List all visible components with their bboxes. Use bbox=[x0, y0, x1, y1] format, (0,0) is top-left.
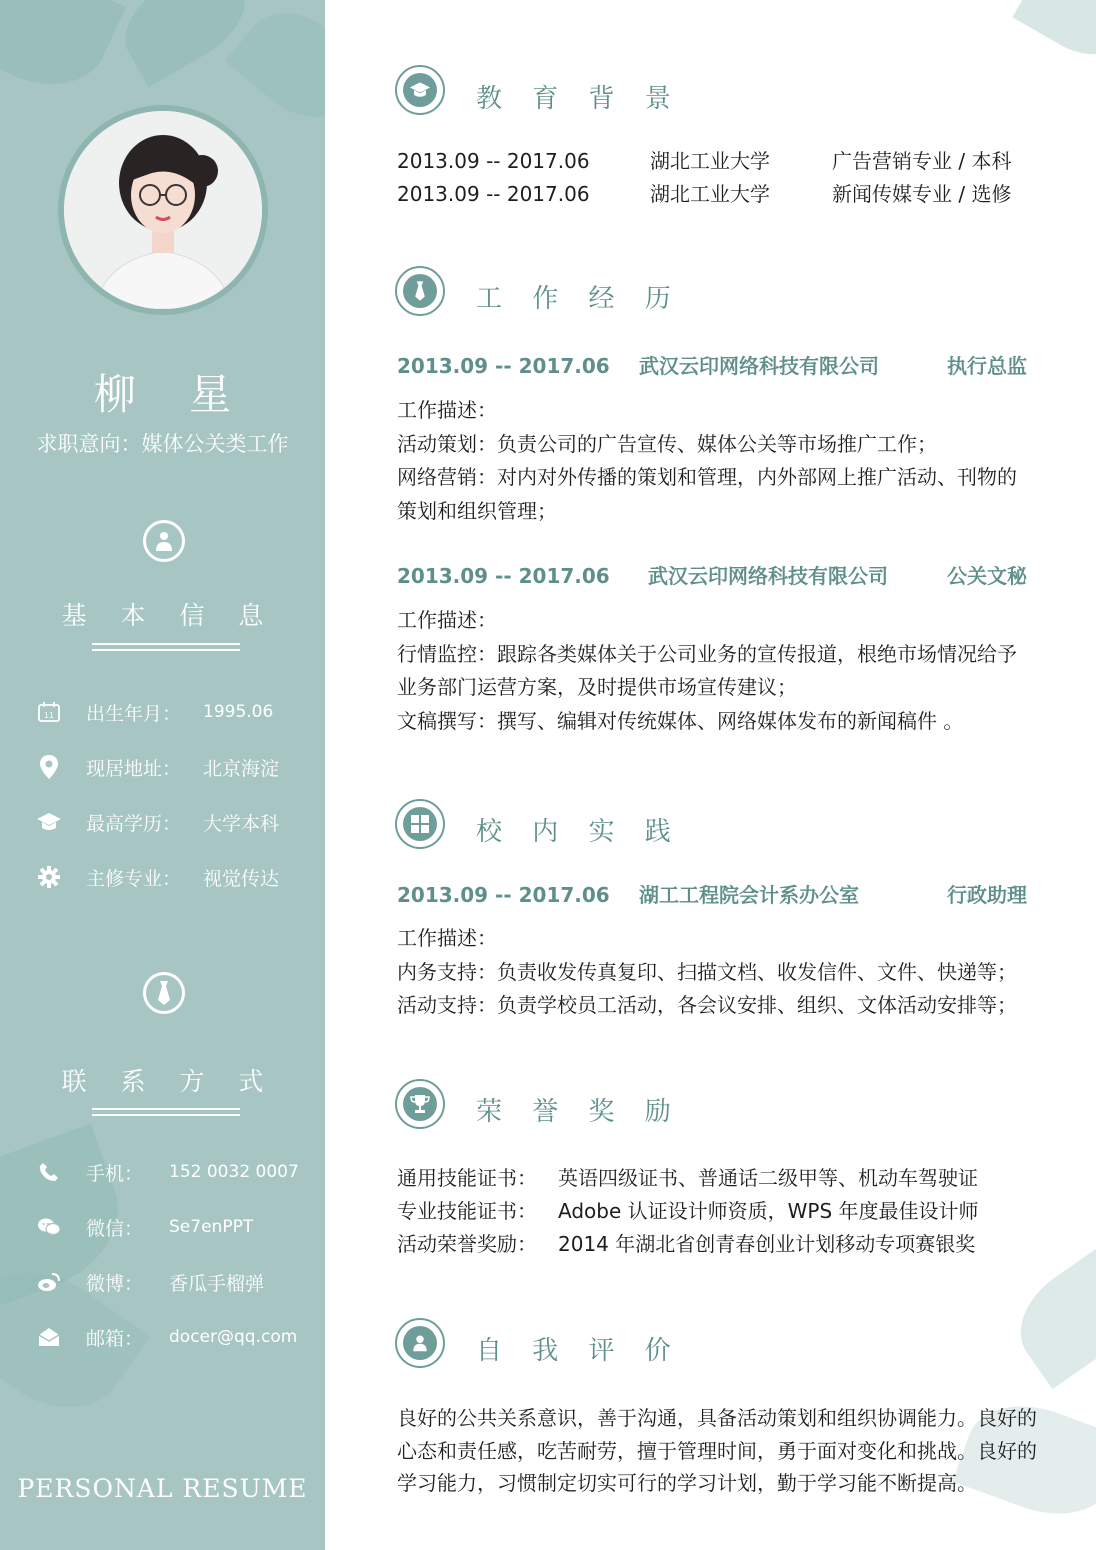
job-header bbox=[397, 562, 1027, 590]
job-description bbox=[397, 394, 1037, 528]
job-period: 2013.09 -- 2017.06 bbox=[397, 354, 610, 378]
self-eval-text bbox=[397, 1402, 1037, 1500]
desc-line: 网络营销：对内对外传播的策划和管理，内外部网上推广活动、刊物的 bbox=[397, 465, 1017, 489]
campus-org: 湖工工程院会计系办公室 bbox=[639, 883, 859, 907]
calendar-icon bbox=[36, 699, 62, 725]
info-label: 出生年月： bbox=[86, 702, 182, 725]
candidate-name: 柳 星 bbox=[93, 370, 252, 419]
campus-position: 行政助理 bbox=[947, 883, 1027, 907]
basic-info-heading: 基 本 信 息 bbox=[61, 601, 277, 630]
contact-row-phone bbox=[36, 1157, 299, 1187]
gear-icon bbox=[36, 864, 62, 890]
honor-label: 专业技能证书： bbox=[397, 1199, 537, 1223]
contact-heading: 联 系 方 式 bbox=[61, 1067, 277, 1096]
contact-label: 手机： bbox=[86, 1162, 144, 1185]
contact-label: 微博： bbox=[86, 1272, 144, 1295]
job-company: 武汉云印网络科技有限公司 bbox=[648, 564, 888, 588]
edu-major: 新闻传媒专业 / 选修 bbox=[832, 182, 1012, 206]
info-row-education bbox=[36, 807, 279, 837]
contact-value: 152 0032 0007 bbox=[169, 1162, 299, 1182]
personal-resume-footer: PERSONAL RESUME bbox=[17, 1474, 308, 1503]
edu-period: 2013.09 -- 2017.06 bbox=[397, 149, 590, 173]
edu-school: 湖北工业大学 bbox=[650, 149, 770, 173]
eval-line: 心态和责任感，吃苦耐劳，擅于管理时间，勇于面对变化和挑战。良好的 bbox=[397, 1438, 1037, 1463]
honor-value: 2014 年湖北省创青春创业计划移动专项赛银奖 bbox=[558, 1232, 976, 1256]
avatar bbox=[58, 105, 268, 315]
leaf-decoration bbox=[1012, 0, 1096, 72]
location-pin-icon bbox=[36, 754, 62, 780]
job-position: 执行总监 bbox=[947, 354, 1027, 378]
job-company: 武汉云印网络科技有限公司 bbox=[639, 354, 879, 378]
eval-line: 学习能力，习惯制定切实可行的学习计划，勤于学习能不断提高。 bbox=[397, 1471, 977, 1495]
honor-label: 通用技能证书： bbox=[397, 1166, 537, 1190]
campus-period: 2013.09 -- 2017.06 bbox=[397, 883, 610, 907]
info-label: 最高学历： bbox=[86, 812, 182, 835]
main-content bbox=[325, 0, 1096, 1550]
graduation-cap-icon bbox=[36, 809, 62, 835]
info-row-major bbox=[36, 862, 279, 892]
eval-line: 良好的公共关系意识，善于沟通，具备活动策划和组织协调能力。良好的 bbox=[397, 1406, 1037, 1430]
desc-line: 业务部门运营方案，及时提供市场宣传建议； bbox=[397, 675, 797, 699]
desc-line: 工作描述： bbox=[397, 926, 497, 950]
honors-title: 荣 誉 奖 励 bbox=[476, 1097, 682, 1127]
phone-icon bbox=[36, 1159, 62, 1185]
leaf-decoration bbox=[0, 0, 126, 107]
work-title: 工 作 经 历 bbox=[476, 284, 682, 314]
weibo-icon bbox=[36, 1269, 62, 1295]
campus-description bbox=[397, 922, 1037, 1023]
tie-icon bbox=[143, 972, 185, 1014]
job-description bbox=[397, 604, 1037, 738]
info-row-birth bbox=[36, 697, 273, 727]
edu-period: 2013.09 -- 2017.06 bbox=[397, 182, 590, 206]
honor-value: Adobe 认证设计师资质，WPS 年度最佳设计师 bbox=[558, 1199, 979, 1223]
info-value: 视觉传达 bbox=[203, 867, 280, 890]
contact-value: Se7enPPT bbox=[169, 1217, 254, 1237]
job-position: 公关文秘 bbox=[947, 564, 1027, 588]
honor-value: 英语四级证书、普通话二级甲等、机动车驾驶证 bbox=[558, 1166, 978, 1190]
leaf-decoration bbox=[1001, 1241, 1096, 1389]
desc-line: 工作描述： bbox=[397, 398, 497, 422]
job-period: 2013.09 -- 2017.06 bbox=[397, 564, 610, 588]
contact-row-mail bbox=[36, 1322, 297, 1352]
wechat-icon bbox=[36, 1214, 62, 1240]
honor-label: 活动荣誉奖励： bbox=[397, 1232, 537, 1256]
contact-label: 邮箱： bbox=[86, 1327, 144, 1350]
mail-icon bbox=[36, 1324, 62, 1350]
education-section-icon bbox=[395, 65, 445, 115]
contact-value: 香瓜手榴弹 bbox=[169, 1272, 265, 1295]
info-label: 主修专业： bbox=[86, 867, 182, 890]
desc-line: 文稿撰写：撰写、编辑对传统媒体、网络媒体发布的新闻稿件 。 bbox=[397, 708, 964, 733]
job-intent: 求职意向：媒体公关类工作 bbox=[36, 432, 289, 456]
desc-line: 工作描述： bbox=[397, 608, 497, 632]
work-section-icon bbox=[395, 266, 445, 316]
campus-title: 校 内 实 践 bbox=[476, 817, 682, 847]
campus-header bbox=[397, 881, 1027, 909]
info-value: 1995.06 bbox=[203, 702, 274, 722]
desc-line: 内务支持：负责收发传真复印、扫描文档、收发信件、文件、快递等； bbox=[397, 959, 1017, 984]
desc-line: 策划和组织管理； bbox=[397, 498, 557, 523]
info-label: 现居地址： bbox=[86, 757, 182, 780]
divider bbox=[92, 1108, 240, 1116]
contact-value: docer@qq.com bbox=[169, 1327, 298, 1347]
self-eval-title: 自 我 评 价 bbox=[476, 1336, 682, 1366]
edu-school: 湖北工业大学 bbox=[650, 182, 770, 206]
divider bbox=[92, 643, 240, 651]
desc-line: 行情监控：跟踪各类媒体关于公司业务的宣传报道，根绝市场情况给予 bbox=[397, 641, 1017, 666]
contact-row-wechat bbox=[36, 1212, 253, 1242]
contact-row-weibo bbox=[36, 1267, 264, 1297]
edu-major: 广告营销专业 / 本科 bbox=[832, 149, 1012, 173]
desc-line: 活动策划：负责公司的广告宣传、媒体公关等市场推广工作； bbox=[397, 431, 937, 456]
job-header bbox=[397, 352, 1027, 380]
desc-line: 活动支持：负责学校员工活动，各会议安排、组织、文体活动安排等； bbox=[397, 993, 1017, 1017]
svg-text:11: 11 bbox=[43, 711, 55, 720]
info-row-address bbox=[36, 752, 279, 782]
info-value: 大学本科 bbox=[203, 812, 280, 835]
sidebar bbox=[0, 0, 325, 1550]
leaf-decoration bbox=[225, 0, 325, 138]
info-value: 北京海淀 bbox=[203, 757, 280, 780]
education-title: 教 育 背 景 bbox=[476, 84, 682, 114]
contact-label: 微信： bbox=[86, 1217, 144, 1240]
person-icon bbox=[143, 520, 185, 562]
honors-section-icon bbox=[395, 1079, 445, 1129]
self-eval-section-icon bbox=[395, 1318, 445, 1368]
campus-section-icon bbox=[395, 799, 445, 849]
